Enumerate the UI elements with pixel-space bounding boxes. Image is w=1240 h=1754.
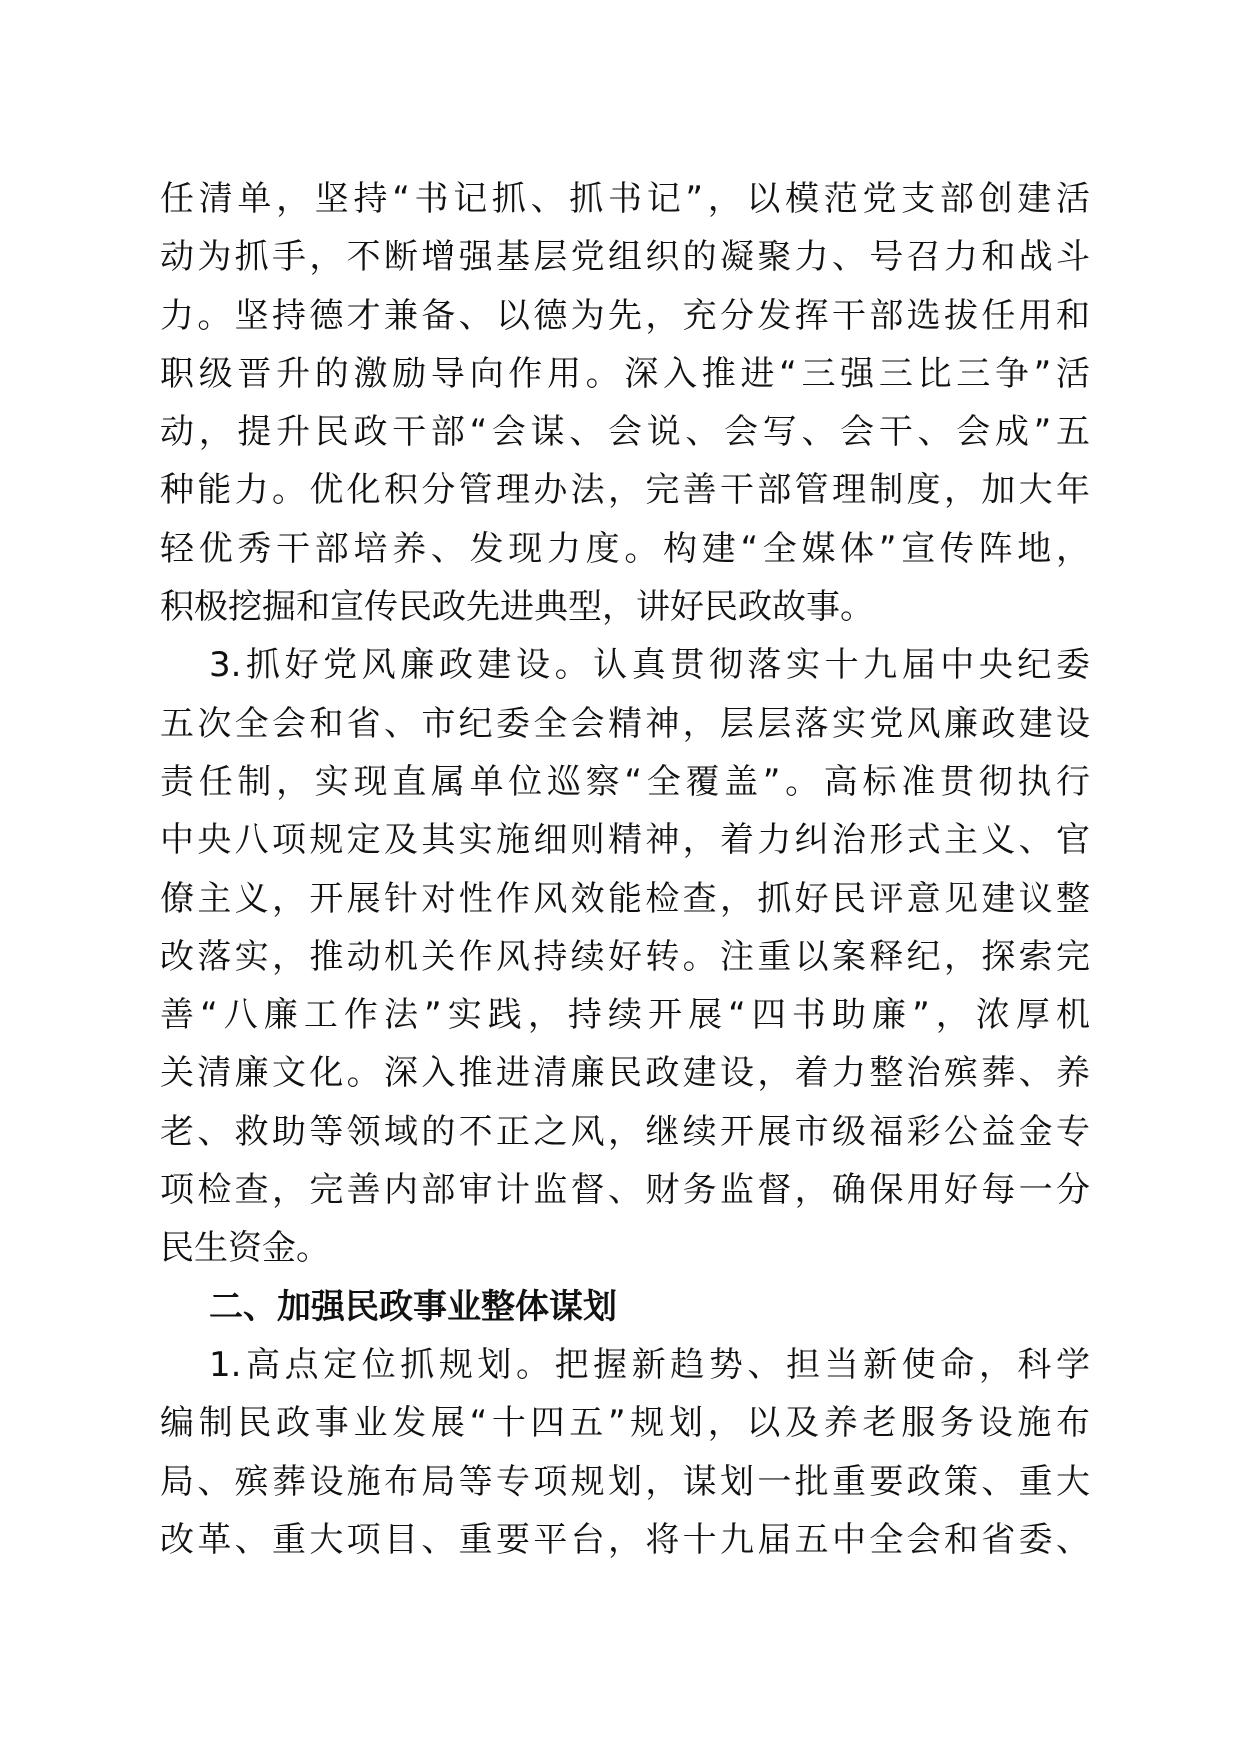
text-line: 五次全会和省、市纪委全会精神，层层落实党风廉政建设 xyxy=(160,703,1090,744)
text-line: 改落实，推动机关作风持续好转。注重以案释纪，探索完 xyxy=(160,936,1090,977)
text-line: 老、救助等领域的不正之风，继续开展市级福彩公益金专 xyxy=(160,1111,1090,1152)
document-page xyxy=(160,170,1090,1569)
text-line: 局、殡葬设施布局等专项规划，谋划一批重要政策、重大 xyxy=(160,1461,1090,1502)
text-line: 职级晋升的激励导向作用。深入推进“三强三比三争”活 xyxy=(160,353,1090,394)
text-line: 僚主义，开展针对性作风效能检查，抓好民评意见建议整 xyxy=(160,878,1090,919)
text-line: 民生资金。 xyxy=(160,1228,330,1269)
paragraph xyxy=(160,1336,1090,1569)
text-line: 善“八廉工作法”实践，持续开展“四书助廉”，浓厚机 xyxy=(160,995,1090,1036)
text-line: 改革、重大项目、重要平台，将十九届五中全会和省委、 xyxy=(160,1519,1090,1560)
paragraph xyxy=(160,170,1090,636)
text-line: 动，提升民政干部“会谋、会说、会写、会干、会成”五 xyxy=(160,412,1090,453)
text-line: 轻优秀干部培养、发现力度。构建“全媒体”宣传阵地， xyxy=(160,528,1090,569)
text-line: 积极挖掘和宣传民政先进典型，讲好民政故事。 xyxy=(160,587,874,628)
heading-line: 二、加强民政事业整体谋划 xyxy=(209,1286,617,1327)
paragraph xyxy=(160,636,1090,1277)
text-line: 责任制，实现直属单位巡察“全覆盖”。高标准贯彻执行 xyxy=(160,761,1090,802)
text-line: 3.抓好党风廉政建设。认真贯彻落实十九届中央纪委 xyxy=(209,645,1090,686)
text-line: 项检查，完善内部审计监督、财务监督，确保用好每一分 xyxy=(160,1170,1090,1211)
text-line: 中央八项规定及其实施细则精神，着力纠治形式主义、官 xyxy=(160,820,1090,861)
text-line: 编制民政事业发展“十四五”规划，以及养老服务设施布 xyxy=(160,1403,1090,1444)
text-line: 动为抓手，不断增强基层党组织的凝聚力、号召力和战斗 xyxy=(160,237,1090,278)
text-line: 力。坚持德才兼备、以德为先，充分发挥干部选拔任用和 xyxy=(160,295,1090,336)
text-line: 种能力。优化积分管理办法，完善干部管理制度，加大年 xyxy=(160,470,1090,511)
section-heading xyxy=(160,1278,1090,1336)
text-line: 1.高点定位抓规划。把握新趋势、担当新使命，科学 xyxy=(209,1344,1090,1385)
text-line: 任清单，坚持“书记抓、抓书记”，以模范党支部创建活 xyxy=(160,179,1090,219)
text-line: 关清廉文化。深入推进清廉民政建设，着力整治殡葬、养 xyxy=(160,1053,1090,1094)
